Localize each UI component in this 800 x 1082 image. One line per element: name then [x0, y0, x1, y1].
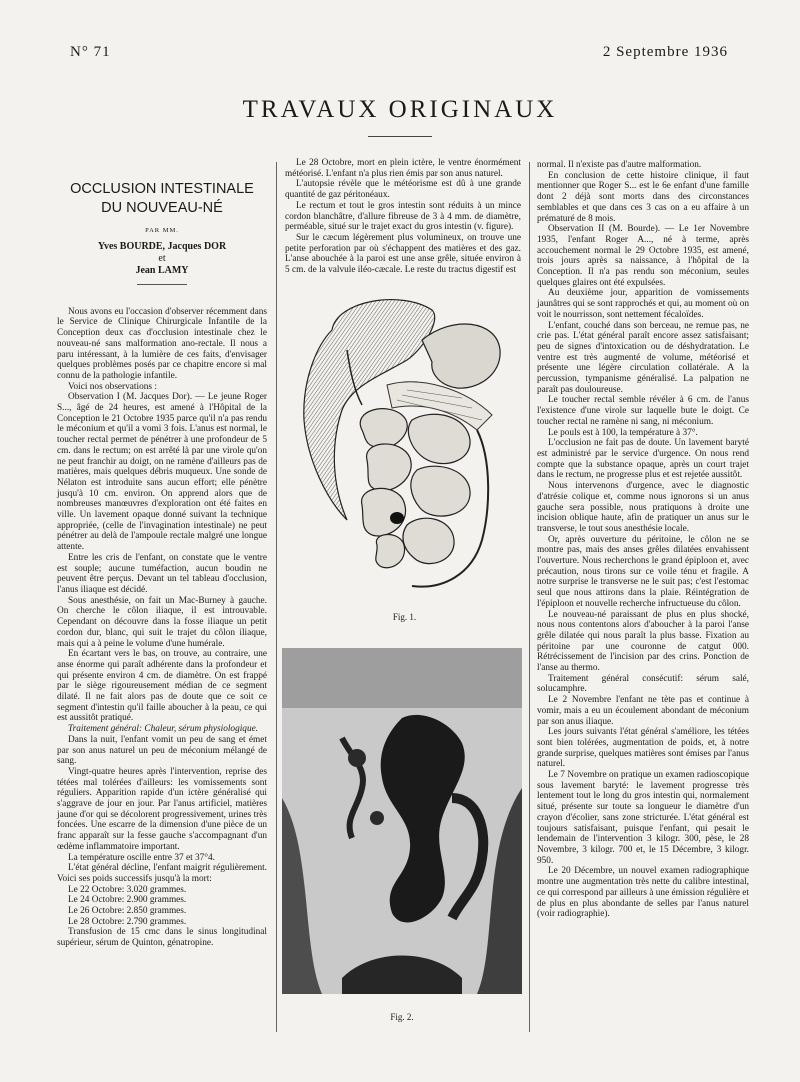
article-title-line-1: OCCLUSION INTESTINALE: [70, 181, 254, 197]
authors-line-2: Jean LAMY: [135, 264, 189, 276]
paragraph: Le rectum et tout le gros intestin sont réduits à un mince cordon blanchâtre, d'allure fibreuse de 3 à 4 mm. de diamètre, perméable, situé sur le trajet exact du gros intestin (v. figure).: [285, 200, 521, 233]
paragraph: L'enfant, couché dans son berceau, ne remue pas, ne crie pas. L'état général paraît encore assez satisfaisant; peu de signes d'intoxication ou de déshydratation. Le ventre est très augmenté de volume, météorisé et présente une légère circulation collatérale. A la percussion, tympanisme généralisé. La palpation ne paraît pas douloureuse.: [537, 320, 749, 395]
intestine-drawing: [292, 290, 517, 605]
paragraph: Traitement général consécutif: sérum salé, solucamphre.: [537, 673, 749, 695]
paragraph: En écartant vers le bas, on trouve, au contraire, une anse énorme qui paraît adhérente dans la profondeur et qui présente environ 4 cm. de diamètre. On est frappé par le siège rigoureusement médian de ce segment dilaté. Il ne fait alors pas de doute que ce soit ce segment d'intestin qu'il faille aboucher à la peau, ce qui est aussitôt pratiqué.: [57, 649, 267, 724]
title-rule: [368, 136, 432, 137]
paragraph: Le 20 Décembre, un nouvel examen radiographique montre une augmentation très nette du calibre intestinal, ce qui correspond par ailleurs à une émission régulière et de plus en plus abondante de selles par l'anus naturel (voir radiographie).: [537, 866, 749, 920]
figure-2: [282, 648, 522, 994]
journal-date: 2 Septembre 1936: [602, 44, 728, 60]
paragraph: Observation I (M. Jacques Dor). — Le jeune Roger S..., âgé de 24 heures, est amené à l'Hôpital de la Conception le 21 Octobre 1935 parce qu'il n'a pas rendu le méconium et qu'il a vomi 3 fois. L'anus est normal, le toucher rectal permet de pénétrer à une profondeur de 5 cm. dans le rectum; on est arrêté là par une virole qu'on ne peut franchir au doigt, on ne ramène d'ailleurs pas de matières, mais quelques débris muqueux. Une sonde de Nélaton est introduite sans aucun effort; elle pénètre jusqu'à 10 cm. environ. On apprend alors que de nombreuses manœuvres d'exploration ont été faites en ville. Un lavement opaque donné suivant la technique appropriée, (celle de l'invagination intestinale) ne peut pénétrer au delà de l'ampoule rectale malgré une longue attente.: [57, 392, 267, 553]
radiograph-image: [282, 648, 522, 994]
paragraph: Le toucher rectal semble révéler à 6 cm. de l'anus l'existence d'une virole sur laquelle bute le doigt. Ce toucher rectal ne ramène ni sang, ni méconium.: [537, 395, 749, 427]
paragraph: Les jours suivants l'état général s'améliore, les tétées sont bien tolérées, augmentation de poids, et, à notre grande surprise, quelques matières sont émises par l'anus naturel.: [537, 727, 749, 770]
paragraph: Au deuxième jour, apparition de vomissements jaunâtres qui se sont rapprochés et qui, au moment où on voit le nourrisson, sont nettement fécaloïdes.: [537, 288, 749, 320]
journal-number: N° 71: [70, 44, 111, 60]
paragraph: Traitement général: Chaleur, sérum physiologique.: [68, 724, 259, 735]
column-1: [57, 168, 267, 949]
weights-list: [57, 885, 267, 928]
paragraph: normal. Il n'existe pas d'autre malformation.: [537, 160, 702, 170]
figure-1: [292, 290, 517, 605]
paragraph: L'occlusion ne fait pas de doute. Un lavement baryté est administré par le service d'urgence. On nous rend compte que la substance opaque, après un court trajet dans le rectum, ne progresse plus et est rejetée aussitôt.: [537, 438, 749, 481]
paragraph: Transfusion de 15 cmc dans le sinus longitudinal supérieur, sérum de Quinton, génatropine.: [57, 927, 267, 949]
authors-et: et: [158, 252, 166, 264]
authors-line-1: Yves BOURDE, Jacques DOR: [97, 240, 227, 252]
paragraph: La température oscille entre 37 et 37°4.: [68, 852, 215, 863]
paragraph: Sur le cæcum légèrement plus volumineux, on trouve une petite perforation par où s'échappent des matières et des gaz. L'anse abouchée à la paroi est une anse grêle, située environ à 5 cm. de la valvule iléo-cæcale. Le reste du tractus digestif est: [285, 232, 521, 276]
weight-entry: Le 24 Octobre: 2.900 grammes.: [68, 895, 187, 906]
paragraph: Le 7 Novembre on pratique un examen radioscopique sous lavement baryté: le lavement progresse très lentement tout le long du gros intestin qui, normalement situé, présente sur toute sa longueur le diamètre d'un crayon d'écolier, sans zone stricturée. L'état général est toujours satisfaisant, puisque l'enfant, qui pesait le lendemain de l'intervention 3 kilogr. 300, pèse, le 28 Novembre, 3 kilogr. 700 et, le 15 Décembre, 3 kilogr. 950.: [537, 770, 749, 866]
paragraph: L'autopsie révèle que le météorisme est dû à une grande quantité de gaz péritonéaux.: [285, 179, 521, 201]
paragraph: En conclusion de cette histoire clinique, il faut mentionner que Roger S... est le 6e enfant d'une famille dont 2 déjà sont morts dans des circonstances semblables et que dans ces 3 cas on a eu affaire à un prématuré de 8 mois.: [537, 170, 749, 224]
paragraph: Le 2 Novembre l'enfant ne tète pas et continue à vomir, mais a eu un écoulement abondant de méconium par son anus iliaque.: [537, 695, 749, 727]
paragraph: Sous anesthésie, on fait un Mac-Burney à gauche. On cherche le côlon iliaque, il est introuvable. Cependant on découvre dans la fosse iliaque un petit cordon dur, blanc, qui suit le trajet du côlon iliaque, mais qui a à peine le volume d'une humérale.: [57, 595, 267, 649]
article-title: [57, 180, 267, 218]
paragraph: Entre les cris de l'enfant, on constate que le ventre est souple; aucune tuméfaction, aucun boudin ne peuvent être perçus. Devant un tel tableau d'occlusion, l'anus iliaque est décidé.: [57, 552, 267, 595]
figure-2-caption: Fig. 2.: [390, 1012, 414, 1022]
paragraph: Le pouls est à 100, la température à 37°.: [548, 427, 698, 438]
author-separator: [137, 284, 187, 285]
paragraph: Observation II (M. Bourde). — Le 1er Novembre 1935, l'enfant Roger A..., né à terme, après accouchement normal le 29 Octobre 1935, est amené, trois jours après sa naissance, à l'hôpital de la Conception. Il n'a pas rendu son méconium, seules quelques glaires ont été expulsées.: [537, 224, 749, 288]
par-mm: PAR MM.: [145, 227, 179, 234]
paragraph: Nous avons eu l'occasion d'observer récemment dans le Service de Clinique Chirurgicale Infantile de la Conception deux cas d'occlusion intestinale chez le nouveau-né sans malformation ano-rectale. Il nous a paru intéressant, à la lumière de ces faits, d'envisager quelques problèmes posés par ce chapitre encore si mal connu de la pathologie infantile.: [57, 306, 267, 381]
weight-entry: Le 22 Octobre: 3.020 grammes.: [68, 884, 187, 895]
paragraph: Voici nos observations :: [68, 381, 157, 392]
paragraph: Nous intervenons d'urgence, avec le diagnostic d'atrésie colique et, comme nous ignorons si un anus gauche sera possible, nous pratiquons à droite une incision oblique haute, afin de pratiquer un anus sur le transverse, le tout sous anesthésie locale.: [537, 481, 749, 534]
column-3: [537, 160, 749, 920]
paragraph: Dans la nuit, l'enfant vomit un peu de sang et émet par son anus naturel un peu de méconium mélangé de sang.: [57, 734, 267, 767]
figure-1-caption: Fig. 1.: [392, 612, 417, 622]
paragraph: Vingt-quatre heures après l'intervention, reprise des tétées mal tolérées d'ailleurs: les vomissements sont réguliers. Apparition rapide d'un ictère généralisé qui s'aggrave de jour en jour. Par l'anus artificiel, matières jaune d'or qui se décolorent progressivement, urines très foncées. Une escarre de la dimension d'une pièce de un franc apparaît sur la fesse gauche s'accompagnant d'un œdème inflammatoire important.: [57, 766, 267, 852]
column-divider-1: [276, 162, 277, 1032]
section-title: TRAVAUX ORIGINAUX: [242, 96, 558, 123]
paragraph: Le 28 Octobre, mort en plein ictère, le ventre énormément météorisé. L'enfant n'a plus rien émis par son anus naturel.: [285, 158, 521, 179]
paragraph: Le nouveau-né paraissant de plus en plus shocké, nous nous contentons alors d'aboucher à la paroi l'anse grêle dilatée qui nous paraît la plus basse. Fixation au péritoine par une couronne de catgut 000. Rétrécissement de l'incision par des crins. Ponction de l'anse au thermo.: [537, 609, 749, 674]
paragraph: L'état général décline, l'enfant maigrit régulièrement. Voici ses poids successifs jusqu'à la mort:: [57, 863, 267, 884]
column-2: [285, 158, 521, 276]
column-divider-2: [529, 162, 530, 1032]
weight-entry: Le 28 Octobre: 2.790 grammes.: [68, 916, 187, 927]
paragraph: Or, après ouverture du péritoine, le côlon ne se montre pas, mais des anses grêles dilatées envahissent l'ouverture. Nous recherchons le grand épiploon et, avec précaution, nous tirons sur ce voile ténu et fragile. A notre surprise le transverse ne le suit pas; c'est l'estomac seul que nous attirons dans la plaie. Réintégration de l'épiploon et nouvelle recherche infructueuse du côlon.: [537, 534, 749, 609]
article-title-line-2: DU NOUVEAU-NÉ: [101, 200, 223, 216]
weight-entry: Le 26 Octobre: 2.850 grammes.: [68, 906, 187, 917]
